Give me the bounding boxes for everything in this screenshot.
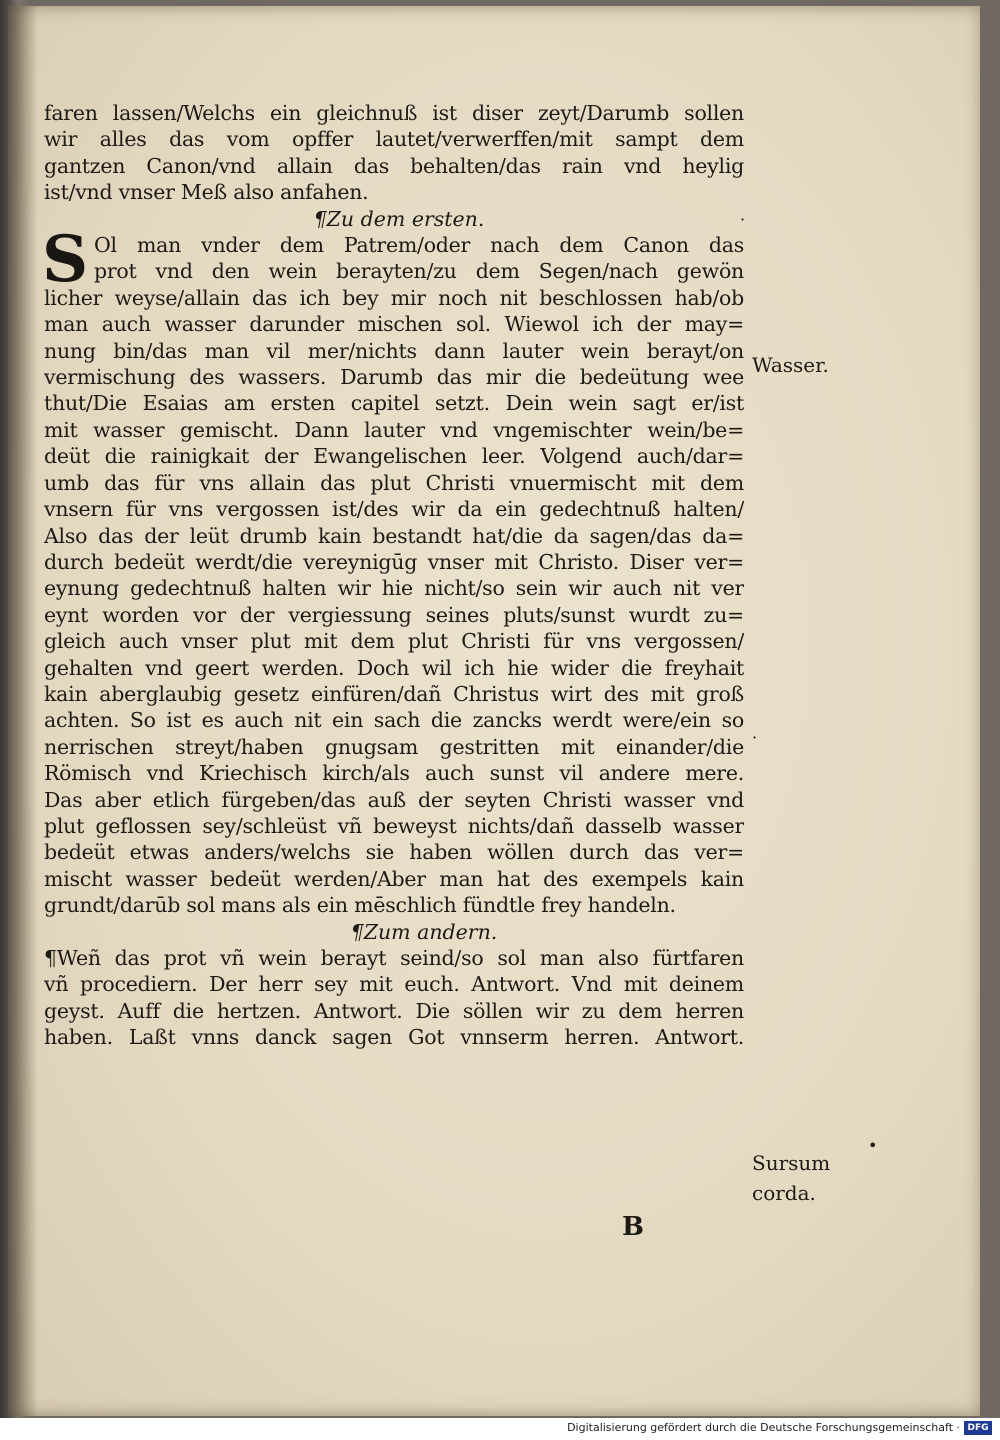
dfg-logo: DFG bbox=[964, 1421, 992, 1435]
text-line: deüt die rainigkait der Ewangelischen leer. Volgend auch/dar= bbox=[44, 444, 744, 469]
text-line: gleich auch vnser plut mit dem plut Christi für vns vergossen/ bbox=[44, 629, 744, 654]
text-line: faren lassen/Welchs ein gleichnuß ist diser zeyt/Darumb sollen bbox=[44, 101, 744, 125]
text-line: haben. Laßt vnns danck sagen Got vnnserm herren. Antwort. bbox=[44, 1025, 744, 1050]
text-line: Ol man vnder dem Patrem/oder nach dem Canon das bbox=[94, 233, 744, 258]
text-line: vermischung des wassers. Darumb das mir die bedeütung wee bbox=[44, 365, 744, 390]
text-line: mit wasser gemischt. Dann lauter vnd vngemischter wein/be= bbox=[44, 417, 744, 442]
text-line: Das aber etlich fürgeben/das auß der seyten Christi wasser vnd bbox=[44, 787, 744, 812]
ink-dot-mark: · bbox=[740, 210, 746, 229]
ink-dot-mark: • bbox=[868, 1136, 878, 1155]
text-line: plut geflossen sey/schleüst vñ beweyst nichts/dañ dasselb wasser bbox=[44, 813, 744, 838]
text-line: Römisch vnd Kriechisch kirch/als auch sunst vil andere mere. bbox=[44, 761, 744, 786]
text-line: man auch wasser darunder mischen sol. Wiewol ich der may= bbox=[44, 312, 744, 337]
page-gutter-shadow bbox=[8, 6, 38, 1416]
text-line: nung bin/das man vil mer/nichts dann lauter wein berayt/on bbox=[44, 338, 744, 363]
text-line: licher weyse/allain das ich bey mir noch nit beschlossen hab/ob bbox=[44, 285, 744, 310]
section-heading-first: ¶Zu dem ersten. bbox=[313, 206, 485, 231]
decorated-initial: S bbox=[42, 222, 89, 298]
text-line: achten. So ist es auch nit ein sach die zancks werdt were/ein so bbox=[44, 708, 744, 733]
text-line: mischt wasser bedeüt werden/Aber man hat des exempels kain bbox=[44, 866, 744, 891]
footer-bar bbox=[0, 1418, 1000, 1440]
margin-note-sursum: Sursum bbox=[752, 1151, 831, 1175]
margin-note-corda: corda. bbox=[752, 1181, 816, 1205]
text-line: ist/vnd vnser Meß also anfahen. bbox=[44, 180, 369, 205]
text-line: geyst. Auff die hertzen. Antwort. Die söllen wir zu dem herren bbox=[44, 998, 744, 1023]
text-line: ¶Weñ das prot vñ wein berayt seind/so sol man also fürtfaren bbox=[44, 946, 744, 970]
text-line: Also das der leüt drumb kain bestandt hat/die da sagen/das da= bbox=[44, 523, 744, 548]
text-line: prot vnd den wein berayten/zu dem Segen/nach gewön bbox=[94, 259, 744, 284]
text-line: eynt worden vor der vergiessung seines pluts/sunst wurdt zu= bbox=[44, 602, 744, 627]
signature-mark: B bbox=[622, 1212, 644, 1242]
text-line: umb das für vns allain das plut Christi vnuermischt mit dem bbox=[44, 470, 744, 495]
ink-dot-mark: · bbox=[752, 728, 758, 747]
footer-credit: Digitalisierung gefördert durch die Deutsche Forschungsgemeinschaft · bbox=[567, 1421, 960, 1434]
section-heading-second: ¶Zum andern. bbox=[350, 919, 498, 944]
text-line: nerrischen streyt/haben gnugsam gestritten mit einander/die bbox=[44, 734, 744, 759]
text-line: thut/Die Esaias am ersten capitel setzt. Dein wein sagt er/ist bbox=[44, 391, 744, 416]
text-line: durch bedeüt werdt/die vereynigūg vnser mit Christo. Diser ver= bbox=[44, 549, 744, 574]
text-line: gantzen Canon/vnd allain das behalten/das rain vnd heylig bbox=[44, 153, 744, 178]
text-line: vñ procediern. Der herr sey mit euch. Antwort. Vnd mit deinem bbox=[44, 972, 744, 997]
text-line: gehalten vnd geert werden. Doch wil ich hie wider die freyhait bbox=[44, 655, 744, 680]
text-line: eynung gedechtnuß halten wir hie nicht/so sein wir auch nit ver bbox=[44, 576, 744, 601]
text-line: wir alles das vom opffer lautet/verwerffen/mit sampt dem bbox=[44, 127, 744, 152]
text-line: vnsern für vns vergossen ist/des wir da ein gedechtnuß halten/ bbox=[44, 497, 744, 522]
main-text-block bbox=[44, 100, 744, 1051]
margin-note-wasser: Wasser. bbox=[752, 353, 829, 377]
text-line: grundt/darūb sol mans als ein mēschlich fündtle frey handeln. bbox=[44, 893, 676, 918]
text-line: bedeüt etwas anders/welchs sie haben wöllen durch das ver= bbox=[44, 840, 744, 865]
text-line: kain aberglaubig gesetz einfüren/dañ Christus wirt des mit groß bbox=[44, 681, 744, 706]
